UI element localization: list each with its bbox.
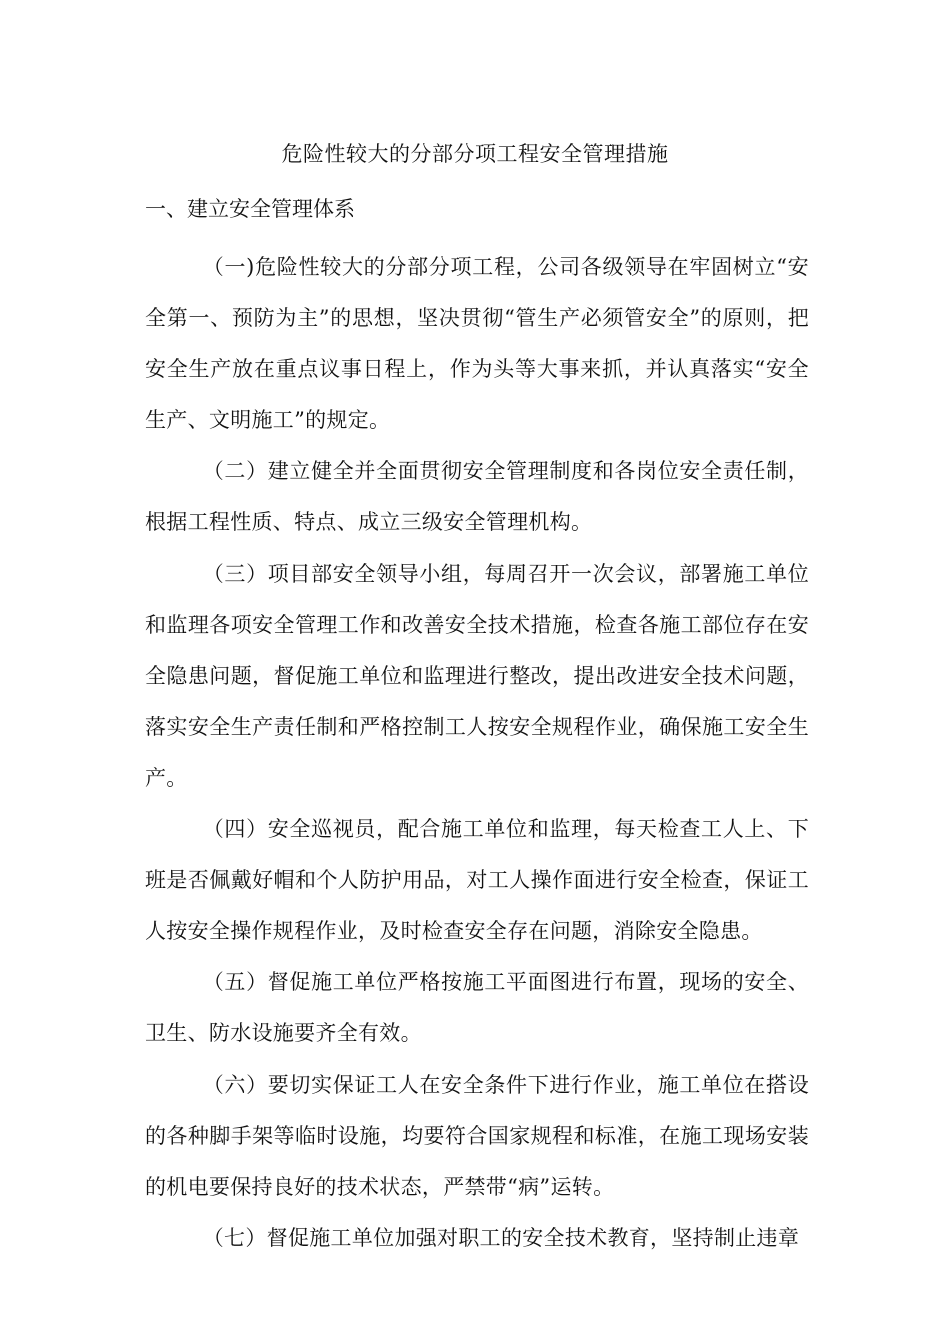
paragraph-2: （二）建立健全并全面贯彻安全管理制度和各岗位安全责任制，根据工程性质、特点、成立三级安全管理机构。 [145, 459, 809, 535]
paragraph-3: （三）项目部安全领导小组，每周召开一次会议，部署施工单位和监理各项安全管理工作和改善安全技术措施，检查各施工部位存在安全隐患问题，督促施工单位和监理进行整改，提出改进安全技术问题，落实安全生产责任制和严格控制工人按安全规程作业，确保施工安全生产。 [145, 561, 809, 790]
paragraph-6: （六）要切实保证工人在安全条件下进行作业，施工单位在搭设的各种脚手架等临时设施，均要符合国家规程和标准，在施工现场安装的机电要保持良好的技术状态，严禁带“病”运转。 [145, 1072, 809, 1199]
document-body [145, 242, 809, 1264]
paragraph-7: （七）督促施工单位加强对职工的安全技术教育，坚持制止违章 [202, 1225, 800, 1250]
document-title: 危险性较大的分部分项工程安全管理措施 [281, 142, 669, 166]
section-heading: 一、建立安全管理体系 [145, 197, 355, 221]
paragraph-4: （四）安全巡视员，配合施工单位和监理，每天检查工人上、下班是否佩戴好帽和个人防护用品，对工人操作面进行安全检查，保证工人按安全操作规程作业，及时检查安全存在问题，消除安全隐患。 [145, 817, 809, 944]
paragraph-5: （五）督促施工单位严格按施工平面图进行布置，现场的安全、卫生、防水设施要齐全有效。 [145, 970, 809, 1046]
paragraph-1: （一)危险性较大的分部分项工程，公司各级领导在牢固树立“安全第一、预防为主”的思想，坚决贯彻“管生产必须管安全”的原则，把安全生产放在重点议事日程上，作为头等大事来抓，并认真落实“安全生产、文明施工”的规定。 [145, 255, 809, 433]
